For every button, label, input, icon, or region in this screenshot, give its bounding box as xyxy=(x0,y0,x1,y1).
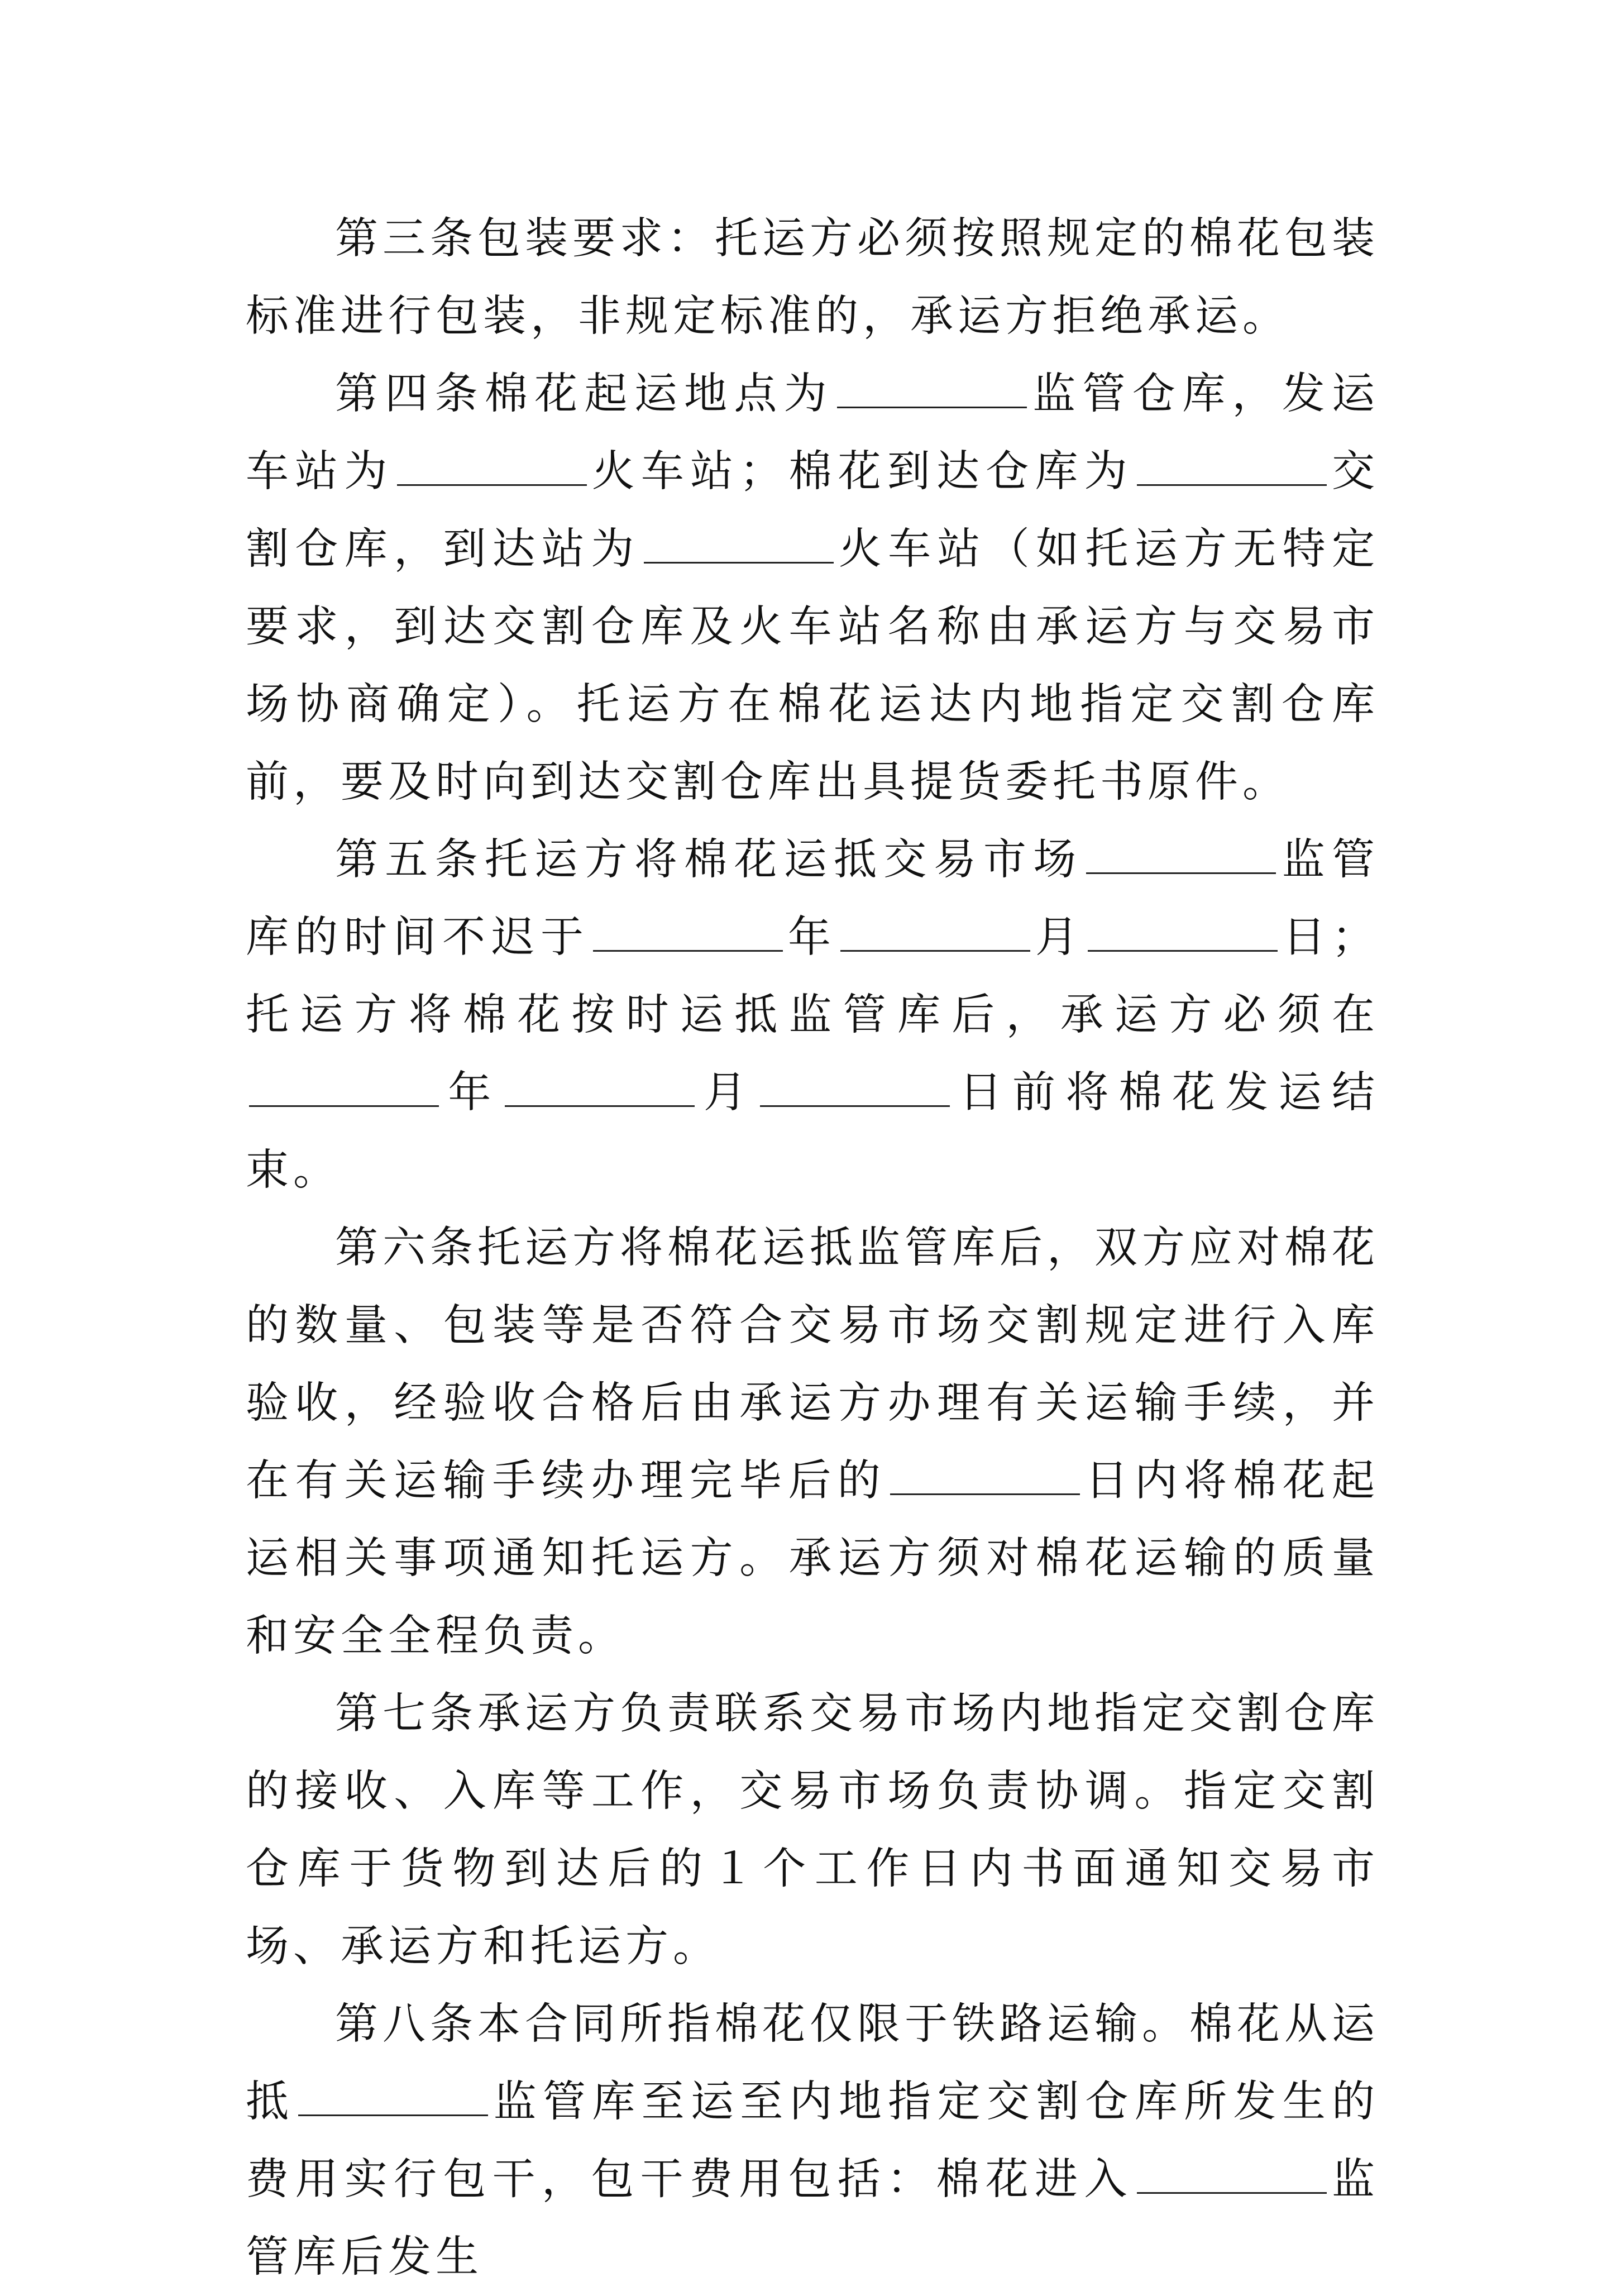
clause-text: 月 xyxy=(1034,913,1084,962)
fill-in-blank[interactable] xyxy=(1088,917,1278,952)
clause-article-8 xyxy=(246,1985,1379,2296)
clause-text: 第四条棉花起运地点为 xyxy=(335,369,834,419)
clause-article-6 xyxy=(246,1209,1379,1675)
clause-text: 监管库至运至内地指定交割仓库所发生的费用实行包干，包干费用包括：棉花进入 xyxy=(246,2077,1380,2204)
clause-text: 监管库的时间不迟于 xyxy=(246,835,1380,962)
clause-text: 第三条包装要求：托运方必须按照规定的棉花包装标准进行包装，非规定标准的，承运方拒绝承运。 xyxy=(246,214,1379,341)
clause-text: 第五条托运方将棉花运抵交易市场 xyxy=(335,835,1083,885)
fill-in-blank[interactable] xyxy=(890,1460,1080,1495)
fill-in-blank[interactable] xyxy=(397,451,587,486)
fill-in-blank[interactable] xyxy=(1137,2159,1327,2194)
clause-text: 日前将棉花发运结束。 xyxy=(246,1068,1380,1195)
clause-text: 交割仓库，到达站为 xyxy=(246,447,1379,574)
clause-article-7 xyxy=(246,1675,1379,1985)
clause-text: 日；托运方将棉花按时运抵监管库后，承运方必须在 xyxy=(246,913,1379,1040)
fill-in-blank[interactable] xyxy=(760,1072,950,1107)
fill-in-blank[interactable] xyxy=(840,917,1030,952)
clause-text: 第八条本合同所指棉花仅限于铁路运输。棉花从运抵 xyxy=(246,1999,1379,2127)
contract-body xyxy=(246,200,1379,2296)
fill-in-blank[interactable] xyxy=(644,528,834,564)
fill-in-blank[interactable] xyxy=(298,2081,488,2116)
clause-text: 日内将棉花起运相关事项通知托运方。承运方须对棉花运输的质量和安全全程负责。 xyxy=(246,1456,1380,1661)
fill-in-blank[interactable] xyxy=(593,917,783,952)
clause-article-3 xyxy=(246,200,1379,355)
clause-text: 监管库后发生 xyxy=(246,2155,1380,2282)
clause-text: 月 xyxy=(697,1068,757,1118)
fill-in-blank[interactable] xyxy=(1137,451,1327,486)
fill-in-blank[interactable] xyxy=(249,1072,439,1107)
clause-text: 年 xyxy=(442,1068,501,1118)
clause-text: 年 xyxy=(786,913,837,962)
clause-text: 第七条承运方负责联系交易市场内地指定交割仓库的接收、入库等工作，交易市场负责协调。指定交割仓库于货物到达后的１个工作日内书面通知交易市场、承运方和托运方。 xyxy=(246,1689,1379,1972)
clause-text: 第六条托运方将棉花运抵监管库后，双方应对棉花的数量、包装等是否符合交易市场交割规定进行入库验收，经验收合格后由承运方办理有关运输手续，并在有关运输手续办理完毕后的 xyxy=(246,1223,1379,1506)
clause-article-5 xyxy=(246,821,1379,1209)
clause-text: 火车站；棉花到达仓库为 xyxy=(590,447,1134,497)
clause-article-4 xyxy=(246,355,1379,821)
fill-in-blank[interactable] xyxy=(505,1072,695,1107)
clause-text: 火车站（如托运方无特定要求，到达交割仓库及火车站名称由承运方与交易市场协商确定）。托运方在棉花运达内地指定交割仓库前，要及时向到达交割仓库出具提货委托书原件。 xyxy=(246,524,1380,807)
fill-in-blank[interactable] xyxy=(1086,839,1276,874)
clause-text: 监管仓库，发运车站为 xyxy=(246,369,1380,497)
fill-in-blank[interactable] xyxy=(837,373,1027,408)
